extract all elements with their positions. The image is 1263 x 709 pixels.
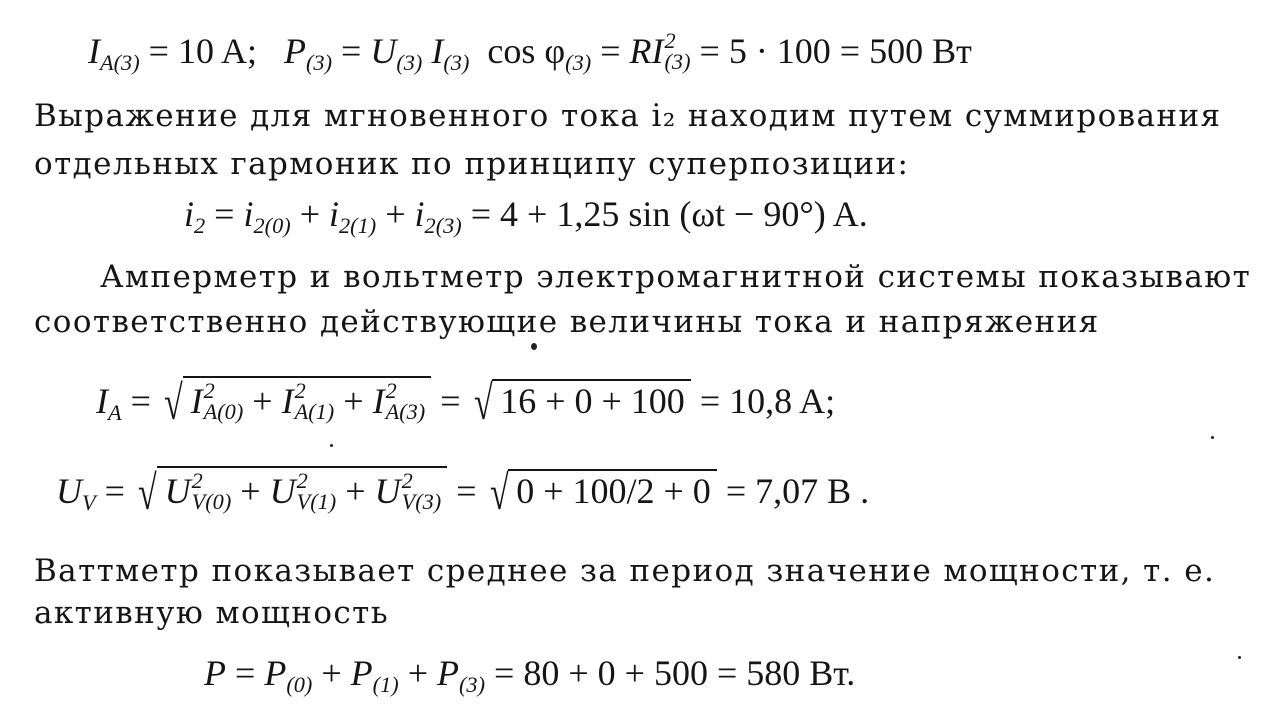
symbol-power: P xyxy=(204,653,226,693)
sup-sub-stack: 2 V(0) xyxy=(191,468,232,515)
symbol-i: i xyxy=(184,194,195,234)
sup-sub-stack: 2 V(1) xyxy=(296,468,337,515)
symbol-current: I xyxy=(431,30,444,71)
subscript: 2(3) xyxy=(424,213,462,239)
subscript: A(3) xyxy=(100,50,140,76)
symbol-i: i xyxy=(243,194,254,234)
subscript: (3) xyxy=(459,672,486,698)
rhs-text: = 80 + 0 + 500 = 580 Вт. xyxy=(494,653,856,693)
symbol-voltage: U xyxy=(56,470,82,511)
symbol-i: i xyxy=(329,194,340,234)
paragraph-line: Выражение для мгновенного тока i₂ находим путем суммирования xyxy=(34,98,1222,134)
result-text: = 5 · 100 = 500 Вт xyxy=(699,30,972,71)
symbol-current: I xyxy=(96,380,108,421)
paragraph-line: активную мощность xyxy=(34,595,389,631)
plus-sign: + xyxy=(385,194,406,234)
square-root: √ U 2 V(0) + U 2 V(1) + U 2 V(3) xyxy=(134,466,447,517)
equals-sign: = xyxy=(341,30,362,71)
subscript: (3) xyxy=(305,50,333,76)
plus-sign: + xyxy=(299,194,320,234)
cosine-phi: cos φ xyxy=(487,30,566,71)
scan-speck xyxy=(531,343,537,350)
plus-sign: + xyxy=(252,380,273,421)
symbol-ri: RI xyxy=(629,30,664,71)
radicand: 16 + 0 + 100 xyxy=(492,379,691,419)
symbol-voltage: U xyxy=(164,470,191,511)
subscript: (1) xyxy=(372,672,399,698)
equals-sign: = xyxy=(104,470,125,511)
rhs-text: = 4 + 1,25 sin (ωt − 90°) A. xyxy=(470,194,868,234)
paragraph-line: соответственно действующие величины тока и напряжения xyxy=(34,304,1100,340)
equals-sign: = xyxy=(600,30,621,71)
symbol-power: P xyxy=(264,653,287,693)
plus-sign: + xyxy=(345,470,366,511)
subscript: (3) xyxy=(565,50,592,76)
subscript: A xyxy=(108,400,122,426)
subscript: (3) xyxy=(443,50,470,76)
symbol-current: I xyxy=(281,380,294,421)
equation-active-power xyxy=(204,653,856,698)
paragraph-line: отдельных гармоник по принципу суперпозиции: xyxy=(34,146,910,182)
plus-sign: + xyxy=(321,653,342,693)
subscript: (0) xyxy=(286,672,313,698)
equals-sign: = xyxy=(130,380,151,421)
symbol-current: I xyxy=(190,380,203,421)
result-text: = 7,07 B . xyxy=(725,470,870,511)
equals-sign: = xyxy=(440,380,461,421)
sup-sub-stack: 2 (3) xyxy=(664,28,691,75)
result-text: = 10,8 A; xyxy=(699,380,836,421)
value-text: = 10 A; xyxy=(148,30,257,71)
symbol-power: P xyxy=(350,653,373,693)
equation-power-third-harmonic xyxy=(88,28,972,76)
symbol-voltage: U xyxy=(269,470,296,511)
plus-sign: + xyxy=(343,380,364,421)
plus-sign: + xyxy=(240,470,261,511)
square-root: √ 0 + 100/2 + 0 xyxy=(486,469,717,518)
scan-speck xyxy=(1238,656,1241,659)
equation-voltmeter-reading xyxy=(56,465,870,520)
square-root: √ I 2 A(0) + I 2 A(1) + I 2 A(3) xyxy=(160,376,431,427)
sup-sub-stack: 2 A(0) xyxy=(203,378,244,425)
paragraph-line: Ваттметр показывает среднее за период значение мощности, т. е. xyxy=(34,553,1216,589)
symbol-i: i xyxy=(414,194,425,234)
symbol-voltage: U xyxy=(374,470,401,511)
sup-sub-stack: 2 A(3) xyxy=(385,378,426,425)
symbol-current: I xyxy=(372,380,385,421)
subscript: V xyxy=(82,490,96,516)
symbol-power: P xyxy=(437,653,459,693)
symbol-power: P xyxy=(283,30,306,71)
equation-ammeter-reading xyxy=(96,375,836,430)
scan-speck xyxy=(330,444,333,447)
subscript: (3) xyxy=(396,50,423,76)
plus-sign: + xyxy=(407,653,428,693)
equals-sign: = xyxy=(214,194,235,234)
equation-instant-current xyxy=(184,194,868,239)
symbol-current: I xyxy=(88,30,100,71)
subscript: 2(1) xyxy=(339,213,377,239)
subscript: 2 xyxy=(194,213,206,239)
equals-sign: = xyxy=(456,470,477,511)
sup-sub-stack: 2 A(1) xyxy=(294,378,335,425)
scan-speck xyxy=(1211,436,1214,439)
equals-sign: = xyxy=(235,653,256,693)
sup-sub-stack: 2 V(3) xyxy=(401,468,442,515)
paragraph-line: Амперметр и вольтметр электромагнитной системы показывают xyxy=(100,259,1252,295)
subscript: 2(0) xyxy=(253,213,291,239)
square-root: √ 16 + 0 + 100 xyxy=(470,379,691,428)
radicand: 0 + 100/2 + 0 xyxy=(508,469,717,509)
symbol-voltage: U xyxy=(370,30,397,71)
